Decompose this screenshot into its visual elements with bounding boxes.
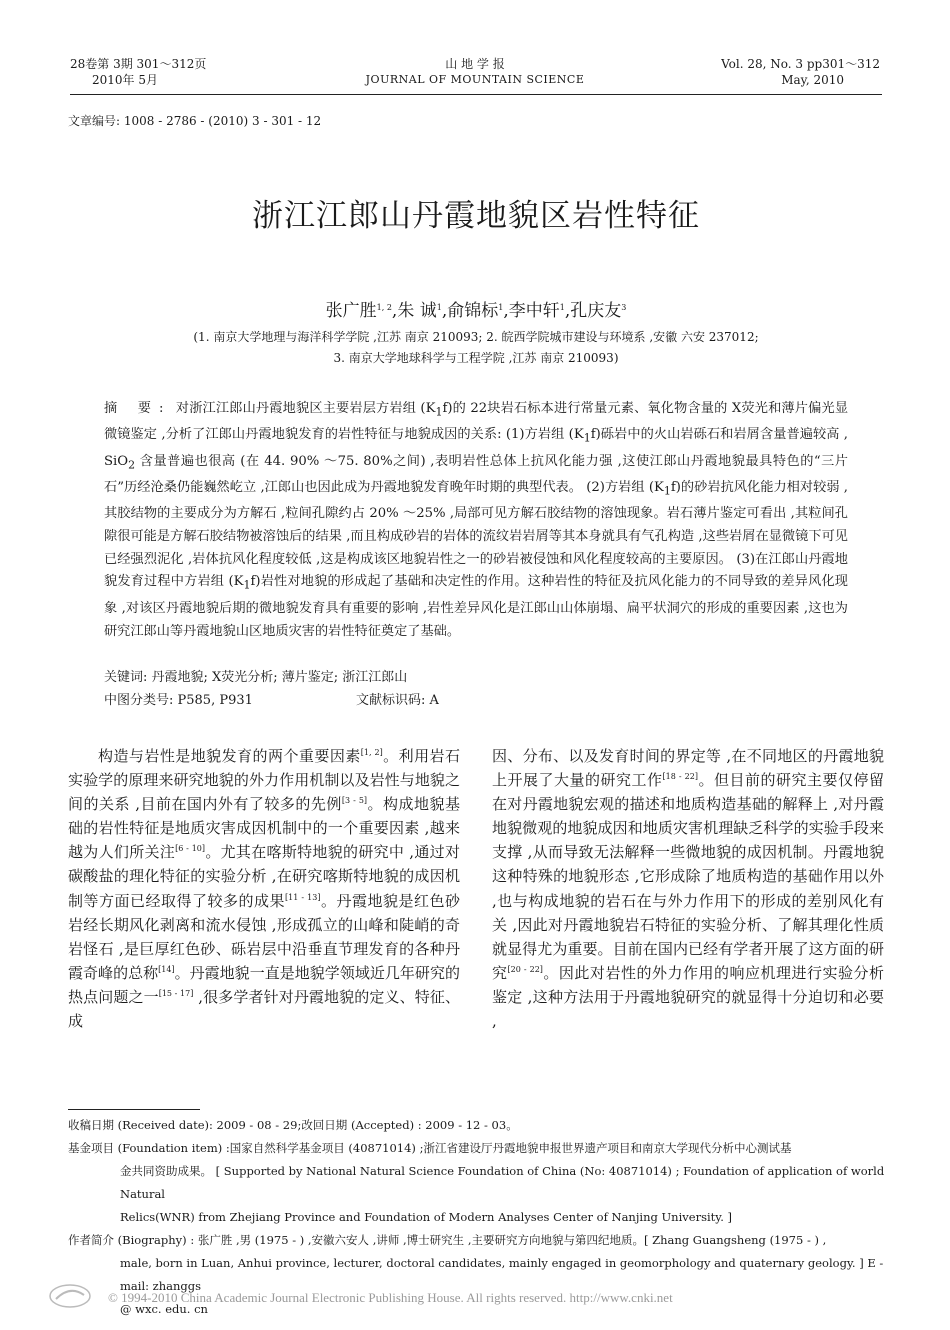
header-rule <box>70 94 882 95</box>
body-text: 。丹霞地貌是红色砂岩经长期风化剥离和流水侵蚀 ,形成孤立的山峰和陡峭的奇岩怪石 ,是巨厚红色砂、砾岩层中沿垂直节理发育的各种丹霞奇峰的总称 <box>68 891 460 982</box>
classification-number: 中图分类号: P585, P931 <box>104 693 253 708</box>
copyright-footer: © 1994-2010 China Academic Journal Electronic Publishing House. All rights reserved. http://www.cnki.net <box>108 1290 673 1305</box>
author-affil-sup: 1, 2 <box>376 303 392 312</box>
body-text: 构造与岩性是地貌发育的两个重要因素 <box>98 747 361 765</box>
body-text: 。但目前的研究主要仅停留在对丹霞地貌宏观的描述和地质构造基础的解释上 ,对丹霞地貌微观的地貌成因和地质灾害机理缺乏科学的实验手段来支撑 ,从而导致无法解释一些微地貌的成因机制。丹霞地貌这种特殊的地貌形态 ,它形成除了地质构造的基础作用以外 ,也与构成地貌的岩石在与外力作用下的形成的差别风化有关 ,因此对丹霞地貌岩石特征的实验分析、了解其理化性质就显得尤为重要。目前在国内已经有学者开展了这方面的研究 <box>492 771 884 982</box>
body-text: 。丹霞地貌一直是地貌学领域近几年研究的热点问题之一 <box>68 963 460 1006</box>
author-name: ,李中轩 <box>503 301 560 321</box>
body-column-right <box>492 744 884 1033</box>
body-text: 。利用岩石实验学的原理来研究地貌的外力作用机制以及岩性与地貌之间的关系 ,目前在国内外有了较多的先例 <box>68 747 460 814</box>
footnote-foundation-cont: 金共同资助成果。 [ Supported by National Natural Science Foundation of China (No: 40871014) ; Foundation of application of world Natural <box>120 1164 885 1201</box>
author-affil-sup: 3 <box>621 303 627 312</box>
keywords: 关键词: 丹霞地貌; X荧光分析; 薄片鉴定; 浙江江郎山 <box>104 670 408 685</box>
footnote-received: 收稿日期 (Received date): 2009 - 08 - 29;改回日期 (Accepted) : 2009 - 12 - 03。 <box>68 1118 518 1132</box>
author-affil-sup: 1 <box>498 303 504 312</box>
header-journal <box>330 56 620 88</box>
author-name: ,朱 诚 <box>391 301 437 321</box>
footnote-biography: 作者简介 (Biography) : 张广胜 ,男 (1975 - ) ,安徽六安人 ,讲师 ,博士研究生 ,主要研究方向地貌与第四纪地质。[ Zhang Guangsheng (1975 - ) , <box>68 1233 827 1247</box>
abstract-text: f)的砂岩抗风化能力相对较弱 ,其胶结物的主要成分为方解石 ,粒间孔隙约占 20% ～25% ,局部可见方解石胶结物的溶蚀现象。岩石薄片鉴定可看出 ,其粒间孔隙很可能是方解石胶结物被溶蚀后的结果 ,而且构成砂岩的岩体的流纹岩岩屑等其本身就具有气孔构造 ,这些岩屑在显微镜下可见已经强烈泥化 ,岩体抗风化程度较低 ,这是构成该区地貌岩性之一的砂岩被侵蚀和风化程度较高的主要原因。 (3)在江郎山丹霞地貌发育过程中方岩组 (K <box>104 480 848 590</box>
header-date-line: 2010年 5月 <box>92 73 158 87</box>
body-text: 。构成地貌基础的岩性特征是地质灾害成因机制中的一个重要因素 ,越来越为人们所关注 <box>68 795 460 862</box>
article-number: 文章编号: 1008 - 2786 - (2010) 3 - 301 - 12 <box>68 114 322 128</box>
citation: [11 - 13] <box>285 892 321 902</box>
body-text: ,很多学者针对丹霞地貌的定义、特征、成 <box>68 987 460 1031</box>
abstract-text: 含量普遍也很高 (在 44. 90% ～75. 80%之间) ,表明岩性总体上抗风化能力强 ,这使江郎山丹霞地貌最具特色的“三片石”历经沧桑仍能巍然屹立 ,江郎山也因此成为丹霞地貌发育晚年时期的典型代表。 (2)方岩组 (K <box>104 453 848 496</box>
citation: [14] <box>158 964 175 974</box>
citation: [18 - 22] <box>662 772 698 782</box>
subscript: 1 <box>435 405 443 419</box>
cnki-logo-icon <box>48 1283 92 1309</box>
author-name: ,俞锦标 <box>441 301 499 321</box>
subscript: 2 <box>128 458 136 472</box>
header-volume-en: Vol. 28, No. 3 pp301～312 <box>721 57 880 71</box>
author-name: ,孔庆友 <box>564 301 622 321</box>
abstract <box>104 398 848 643</box>
footnote-biography-cont: male, born in Luan, Anhui province, lecturer, doctoral candidates, mainly engaged in geomorphology and quaternary geology. ] E - mail: zhanggs <box>120 1256 884 1293</box>
body-column-left <box>68 744 460 1033</box>
body-text: 。因此对岩性的外力作用的响应机理进行实验分析鉴定 ,这种方法用于丹霞地貌研究的就显得十分迫切和必要 , <box>492 963 884 1031</box>
affiliation-line: (1. 南京大学地理与海洋科学学院 ,江苏 南京 210093; 2. 皖西学院城市建设与环境系 ,安徽 六安 237012; <box>193 330 759 344</box>
header-date-en: May, 2010 <box>781 73 844 87</box>
journal-name-cn: 山 地 学 报 <box>445 57 505 71</box>
journal-name-en: JOURNAL OF MOUNTAIN SCIENCE <box>365 73 585 86</box>
citation: [1, 2] <box>360 748 383 757</box>
author-name: 张广胜 <box>325 301 377 321</box>
header-volume-info <box>70 56 290 88</box>
citation: [3 - 5] <box>341 796 368 806</box>
citation: [20 - 22] <box>507 964 543 974</box>
footnote-rule <box>68 1109 200 1110</box>
body-text: 因、分布、以及发育时间的界定等 ,在不同地区的丹霞地貌上开展了大量的研究工作 <box>492 747 884 790</box>
subscript: 1 <box>663 484 671 498</box>
abstract-label: 摘 要: <box>104 401 172 416</box>
affiliation-line: 3. 南京大学地球科学与工程学院 ,江苏 南京 210093) <box>333 351 619 365</box>
abstract-text: f)岩性对地貌的形成起了基础和决定性的作用。这种岩性的特征及抗风化能力的不同导致的差异风化现象 ,对该区丹霞地貌后期的微地貌发育具有重要的影响 ,岩性差异风化是江郎山山体崩塌、扁平状洞穴的形成的重要因素 ,这也为研究江郎山等丹霞地貌山区地质灾害的岩性特征奠定了基础。 <box>104 574 848 639</box>
paper-title: 浙江江郎山丹霞地貌区岩性特征 <box>252 198 700 234</box>
header-volume-info-en <box>660 56 880 88</box>
body-text: 。尤其在喀斯特地貌的研究中 ,通过对碳酸盐的理化特征的实验分析 ,在研究喀斯特地貌的成因机制等方面已经取得了较多的成果 <box>68 843 460 910</box>
author-list <box>70 296 882 321</box>
abstract-text: 对浙江江郎山丹霞地貌区主要岩层方岩组 (K <box>171 401 436 416</box>
subscript: 1 <box>243 579 251 593</box>
abstract-text: f)的 22块岩石标本进行常量元素、氧化物含量的 X荧光和薄片偏光显微镜鉴定 ,分析了江郎山丹霞地貌发育的岩性特征与地貌成因的关系: (1)方岩组 (K <box>104 401 849 443</box>
footnote-foundation: 基金项目 (Foundation item) :国家自然科学基金项目 (40871014) ;浙江省建设厅丹霞地貌申报世界遗产项目和南京大学现代分析中心测试基 <box>68 1141 792 1155</box>
subscript: 1 <box>583 431 591 445</box>
footnote-foundation-cont: Relics(WNR) from Zhejiang Province and Foundation of Modern Analyses Center of Nanjing University. ] <box>120 1210 733 1224</box>
abstract-text: f)砾岩中的火山岩砾石和岩屑含量普遍较高 , SiO <box>104 427 848 469</box>
citation: [15 - 17] <box>158 988 194 998</box>
header-volume-line: 28卷第 3期 301～312页 <box>70 57 207 71</box>
author-affil-sup: 1 <box>436 303 442 312</box>
citation: [6 - 10] <box>175 844 206 854</box>
document-code: 文献标识码: A <box>356 693 439 708</box>
footnote-email: @ wxc. edu. cn <box>120 1302 208 1316</box>
author-affil-sup: 1 <box>559 303 565 312</box>
